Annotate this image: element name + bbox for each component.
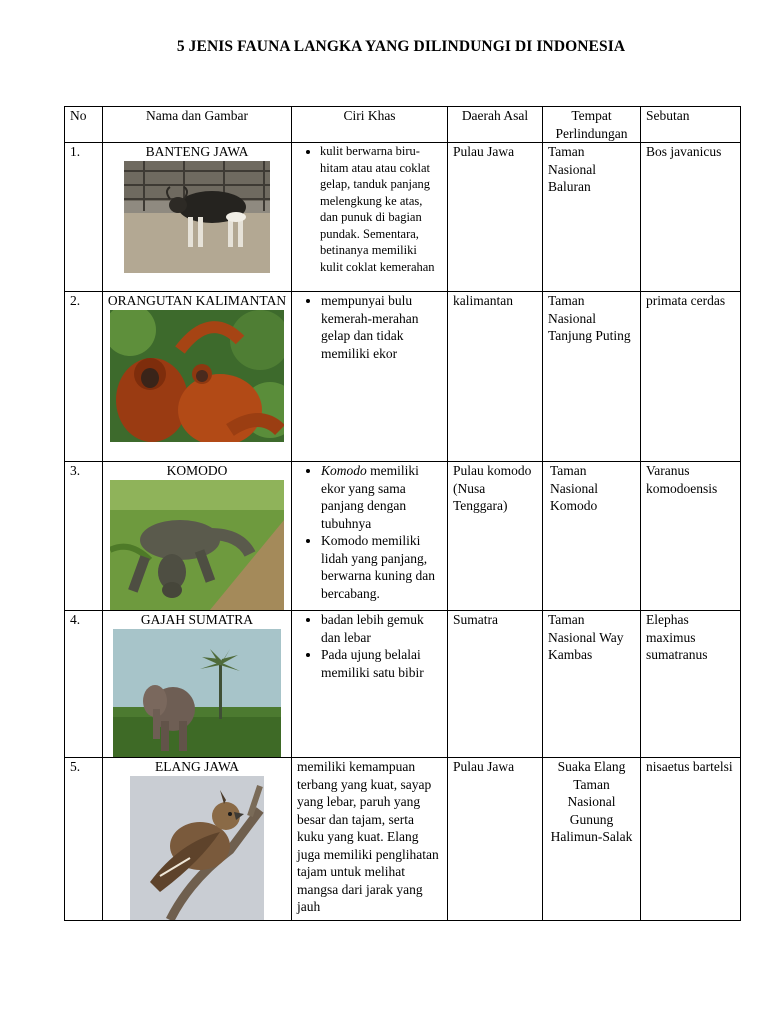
- row-tempat: Taman Nasional Tanjung Puting: [543, 292, 641, 462]
- header-daerah: Daerah Asal: [448, 107, 543, 143]
- ciri-item: • Komodo memiliki ekor yang sama panjang dengan tubuhnya: [321, 462, 442, 532]
- banteng-photo: [124, 161, 270, 273]
- row-ciri: [292, 758, 448, 921]
- row-no: 2.: [65, 292, 103, 462]
- row-ciri: [292, 462, 448, 611]
- row-ciri: [292, 611, 448, 758]
- row-daerah: Sumatra: [448, 611, 543, 758]
- ciri-item: • Pada ujung belalai memiliki satu bibir: [321, 646, 442, 681]
- row-name: BANTENG JAWA: [145, 144, 249, 159]
- row-name-cell: [103, 758, 292, 921]
- table-row: [65, 611, 741, 758]
- header-sebutan: Sebutan: [641, 107, 741, 143]
- row-name-cell: [103, 292, 292, 462]
- row-ciri: [292, 292, 448, 462]
- row-sebutan: Bos javanicus: [641, 143, 741, 292]
- row-no: 4.: [65, 611, 103, 758]
- komodo-photo: [110, 480, 284, 610]
- row-no: 1.: [65, 143, 103, 292]
- row-daerah: Pulau Jawa: [448, 758, 543, 921]
- row-daerah: Pulau komodo (Nusa Tenggara): [448, 462, 543, 611]
- elephant-photo: [113, 629, 281, 757]
- row-name-cell: [103, 143, 292, 292]
- row-no: 3.: [65, 462, 103, 611]
- row-sebutan: Elephas maximus sumatranus: [641, 611, 741, 758]
- row-tempat: Taman Nasional Way Kambas: [543, 611, 641, 758]
- ciri-item: • kulit berwarna biru-hitam atau atau coklat gelap, tanduk panjang melengkung ke atas, dan punuk di bagian pundak. Sementara, betinanya memiliki kulit coklat kemerahan: [320, 143, 442, 275]
- row-sebutan: Varanus komodoensis: [641, 462, 741, 611]
- row-tempat: Suaka Elang Taman Nasional Gunung Halimun-Salak: [543, 758, 641, 921]
- table-row: [65, 292, 741, 462]
- header-ciri: Ciri Khas: [292, 107, 448, 143]
- eagle-photo: [130, 776, 264, 920]
- fauna-table: [64, 106, 741, 921]
- ciri-italic: Komodo: [321, 463, 367, 478]
- row-ciri: [292, 143, 448, 292]
- row-daerah: Pulau Jawa: [448, 143, 543, 292]
- ciri-text: memiliki kemampuan terbang yang kuat, sayap yang lebar, paruh yang besar dan tajam, serta kuku yang kuat. Elang juga memiliki penglihatan tajam untuk melihat mangsa dari jarak yang jauh: [297, 759, 439, 914]
- header-no: No: [65, 107, 103, 143]
- table-row: [65, 143, 741, 292]
- row-sebutan: nisaetus bartelsi: [641, 758, 741, 921]
- page-title: 5 JENIS FAUNA LANGKA YANG DILINDUNGI DI INDONESIA: [176, 38, 626, 55]
- row-name: KOMODO: [166, 463, 228, 478]
- header-name: Nama dan Gambar: [103, 107, 292, 143]
- row-name-cell: [103, 462, 292, 611]
- row-sebutan: primata cerdas: [641, 292, 741, 462]
- table-row: [65, 758, 741, 921]
- row-tempat: Taman Nasional Baluran: [543, 143, 641, 292]
- header-tempat: Tempat Perlindungan: [543, 107, 641, 143]
- row-name: ORANGUTAN KALIMANTAN: [107, 293, 287, 308]
- ciri-item: • Komodo memiliki lidah yang panjang, berwarna kuning dan bercabang.: [321, 532, 442, 602]
- row-daerah: kalimantan: [448, 292, 543, 462]
- row-name-cell: [103, 611, 292, 758]
- ciri-item: • badan lebih gemuk dan lebar: [321, 611, 442, 646]
- row-name: ELANG JAWA: [154, 759, 240, 774]
- table-row: [65, 462, 741, 611]
- orangutan-photo: [110, 310, 284, 442]
- row-name: GAJAH SUMATRA: [140, 612, 254, 627]
- row-tempat: Taman Nasional Komodo: [543, 462, 641, 611]
- row-no: 5.: [65, 758, 103, 921]
- table-header-row: [65, 107, 741, 143]
- ciri-item: • mempunyai bulu kemerah-merahan gelap dan tidak memiliki ekor: [321, 292, 442, 362]
